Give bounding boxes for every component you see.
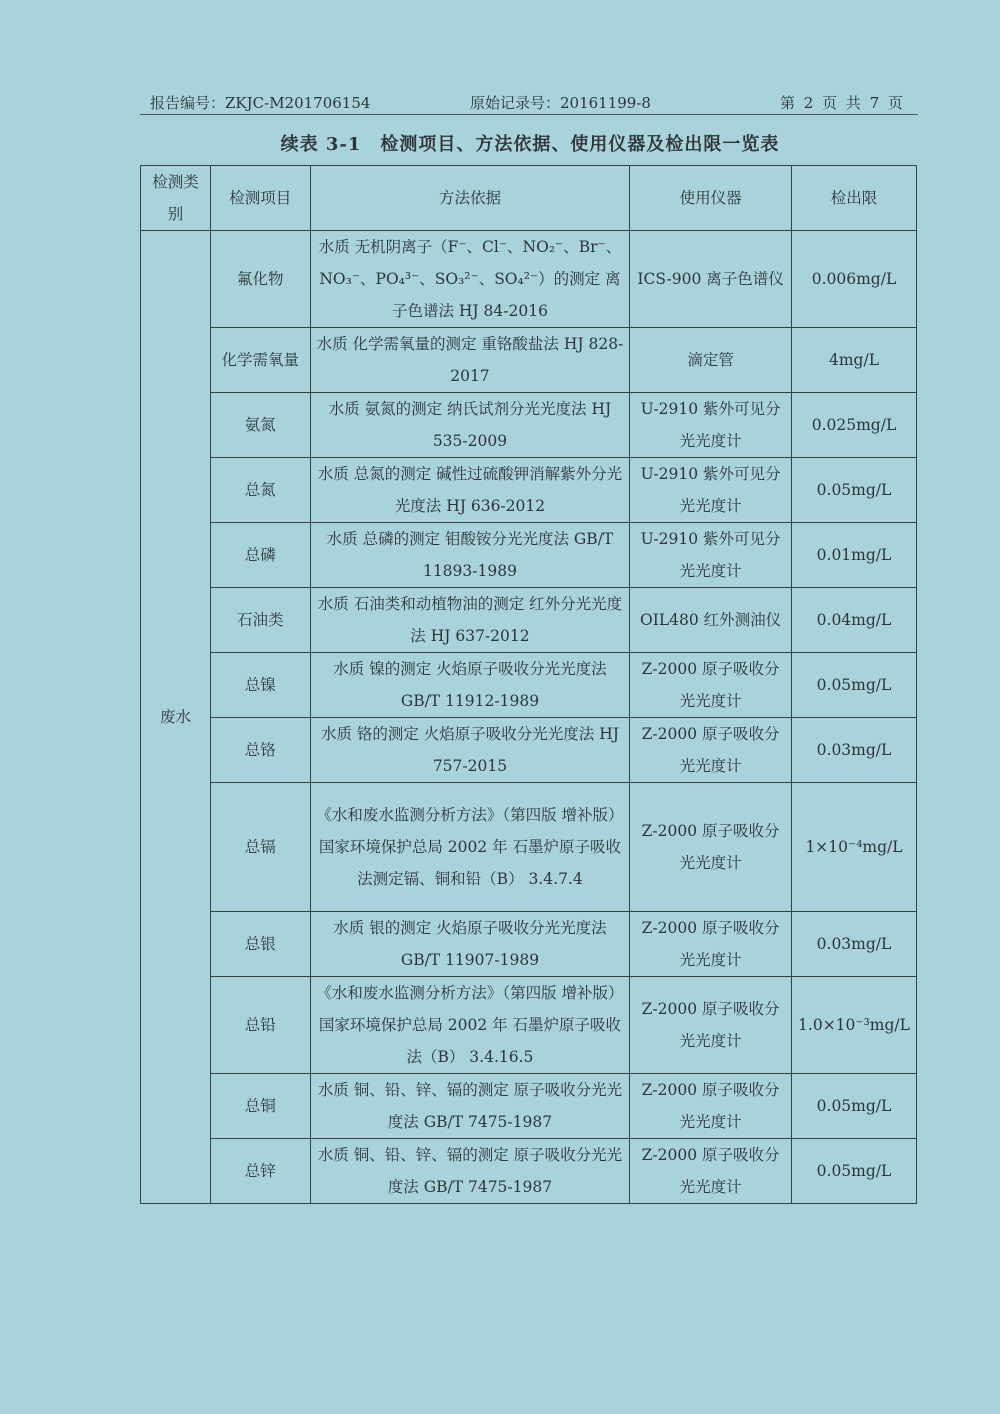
item-cell: 化学需氧量 bbox=[210, 328, 310, 393]
limit-cell: 0.03mg/L bbox=[791, 718, 916, 783]
method-cell: 水质 银的测定 火焰原子吸收分光光度法 GB/T 11907-1989 bbox=[310, 912, 629, 977]
instrument-cell: Z-2000 原子吸收分光光度计 bbox=[630, 1074, 792, 1139]
instrument-cell: OIL480 红外测油仪 bbox=[630, 588, 792, 653]
detection-table bbox=[140, 165, 917, 1204]
method-cell: 水质 镍的测定 火焰原子吸收分光光度法 GB/T 11912-1989 bbox=[310, 653, 629, 718]
table-row bbox=[141, 783, 917, 912]
table-header-row bbox=[141, 166, 917, 231]
limit-cell: 1×10⁻⁴mg/L bbox=[791, 783, 916, 912]
table-row bbox=[141, 393, 917, 458]
category-cell: 废水 bbox=[141, 231, 211, 1204]
instrument-cell: 滴定管 bbox=[630, 328, 792, 393]
item-cell: 总锌 bbox=[210, 1139, 310, 1204]
limit-cell: 0.01mg/L bbox=[791, 523, 916, 588]
limit-cell: 0.05mg/L bbox=[791, 1139, 916, 1204]
method-cell: 水质 氨氮的测定 纳氏试剂分光光度法 HJ 535-2009 bbox=[310, 393, 629, 458]
item-cell: 氟化物 bbox=[210, 231, 310, 328]
method-cell: 水质 石油类和动植物油的测定 红外分光光度法 HJ 637-2012 bbox=[310, 588, 629, 653]
report-number: 报告编号：ZKJC-M201706154 bbox=[150, 94, 371, 112]
item-cell: 氨氮 bbox=[210, 393, 310, 458]
item-cell: 总磷 bbox=[210, 523, 310, 588]
item-cell: 石油类 bbox=[210, 588, 310, 653]
method-cell: 水质 总氮的测定 碱性过硫酸钾消解紫外分光光度法 HJ 636-2012 bbox=[310, 458, 629, 523]
col-header-method: 方法依据 bbox=[310, 166, 629, 231]
instrument-cell: ICS-900 离子色谱仪 bbox=[630, 231, 792, 328]
instrument-cell: Z-2000 原子吸收分光光度计 bbox=[630, 977, 792, 1074]
method-cell: 水质 化学需氧量的测定 重铬酸盐法 HJ 828-2017 bbox=[310, 328, 629, 393]
table-row bbox=[141, 328, 917, 393]
method-cell: 水质 铜、铅、锌、镉的测定 原子吸收分光光度法 GB/T 7475-1987 bbox=[310, 1074, 629, 1139]
record-number: 原始记录号：20161199-8 bbox=[470, 94, 651, 112]
col-header-limit: 检出限 bbox=[791, 166, 916, 231]
limit-cell: 0.05mg/L bbox=[791, 653, 916, 718]
col-header-item: 检测项目 bbox=[210, 166, 310, 231]
instrument-cell: U-2910 紫外可见分光光度计 bbox=[630, 523, 792, 588]
item-cell: 总铬 bbox=[210, 718, 310, 783]
table-row bbox=[141, 718, 917, 783]
table-row bbox=[141, 1074, 917, 1139]
limit-cell: 0.006mg/L bbox=[791, 231, 916, 328]
limit-cell: 0.05mg/L bbox=[791, 1074, 916, 1139]
instrument-cell: U-2910 紫外可见分光光度计 bbox=[630, 393, 792, 458]
table-row bbox=[141, 977, 917, 1074]
table-row bbox=[141, 458, 917, 523]
instrument-cell: Z-2000 原子吸收分光光度计 bbox=[630, 718, 792, 783]
method-cell: 《水和废水监测分析方法》（第四版 增补版）国家环境保护总局 2002 年 石墨炉原子吸收法（B） 3.4.16.5 bbox=[310, 977, 629, 1074]
item-cell: 总银 bbox=[210, 912, 310, 977]
item-cell: 总氮 bbox=[210, 458, 310, 523]
table-row bbox=[141, 523, 917, 588]
instrument-cell: Z-2000 原子吸收分光光度计 bbox=[630, 912, 792, 977]
limit-cell: 0.04mg/L bbox=[791, 588, 916, 653]
limit-cell: 0.03mg/L bbox=[791, 912, 916, 977]
header-rule bbox=[140, 114, 918, 115]
method-cell: 《水和废水监测分析方法》（第四版 增补版）国家环境保护总局 2002 年 石墨炉原子吸收法测定镉、铜和铅（B） 3.4.7.4 bbox=[310, 783, 629, 912]
item-cell: 总铅 bbox=[210, 977, 310, 1074]
item-cell: 总铜 bbox=[210, 1074, 310, 1139]
instrument-cell: Z-2000 原子吸收分光光度计 bbox=[630, 1139, 792, 1204]
page-indicator: 第 2 页 共 7 页 bbox=[780, 94, 905, 112]
limit-cell: 4mg/L bbox=[791, 328, 916, 393]
table-row bbox=[141, 653, 917, 718]
col-header-instrument: 使用仪器 bbox=[630, 166, 792, 231]
limit-cell: 0.05mg/L bbox=[791, 458, 916, 523]
method-cell: 水质 无机阴离子（F⁻、Cl⁻、NO₂⁻、Br⁻、NO₃⁻、PO₄³⁻、SO₃²⁻、SO₄²⁻）的测定 离子色谱法 HJ 84-2016 bbox=[310, 231, 629, 328]
item-cell: 总镉 bbox=[210, 783, 310, 912]
table-row bbox=[141, 1139, 917, 1204]
table-row bbox=[141, 588, 917, 653]
method-cell: 水质 总磷的测定 钼酸铵分光光度法 GB/T 11893-1989 bbox=[310, 523, 629, 588]
table-row bbox=[141, 912, 917, 977]
instrument-cell: U-2910 紫外可见分光光度计 bbox=[630, 458, 792, 523]
limit-cell: 0.025mg/L bbox=[791, 393, 916, 458]
table-title: 续表 3-1 检测项目、方法依据、使用仪器及检出限一览表 bbox=[280, 134, 780, 155]
table-row bbox=[141, 231, 917, 328]
method-cell: 水质 铜、铅、锌、镉的测定 原子吸收分光光度法 GB/T 7475-1987 bbox=[310, 1139, 629, 1204]
instrument-cell: Z-2000 原子吸收分光光度计 bbox=[630, 783, 792, 912]
item-cell: 总镍 bbox=[210, 653, 310, 718]
instrument-cell: Z-2000 原子吸收分光光度计 bbox=[630, 653, 792, 718]
method-cell: 水质 铬的测定 火焰原子吸收分光光度法 HJ 757-2015 bbox=[310, 718, 629, 783]
limit-cell: 1.0×10⁻³mg/L bbox=[791, 977, 916, 1074]
col-header-category: 检测类别 bbox=[141, 166, 211, 231]
